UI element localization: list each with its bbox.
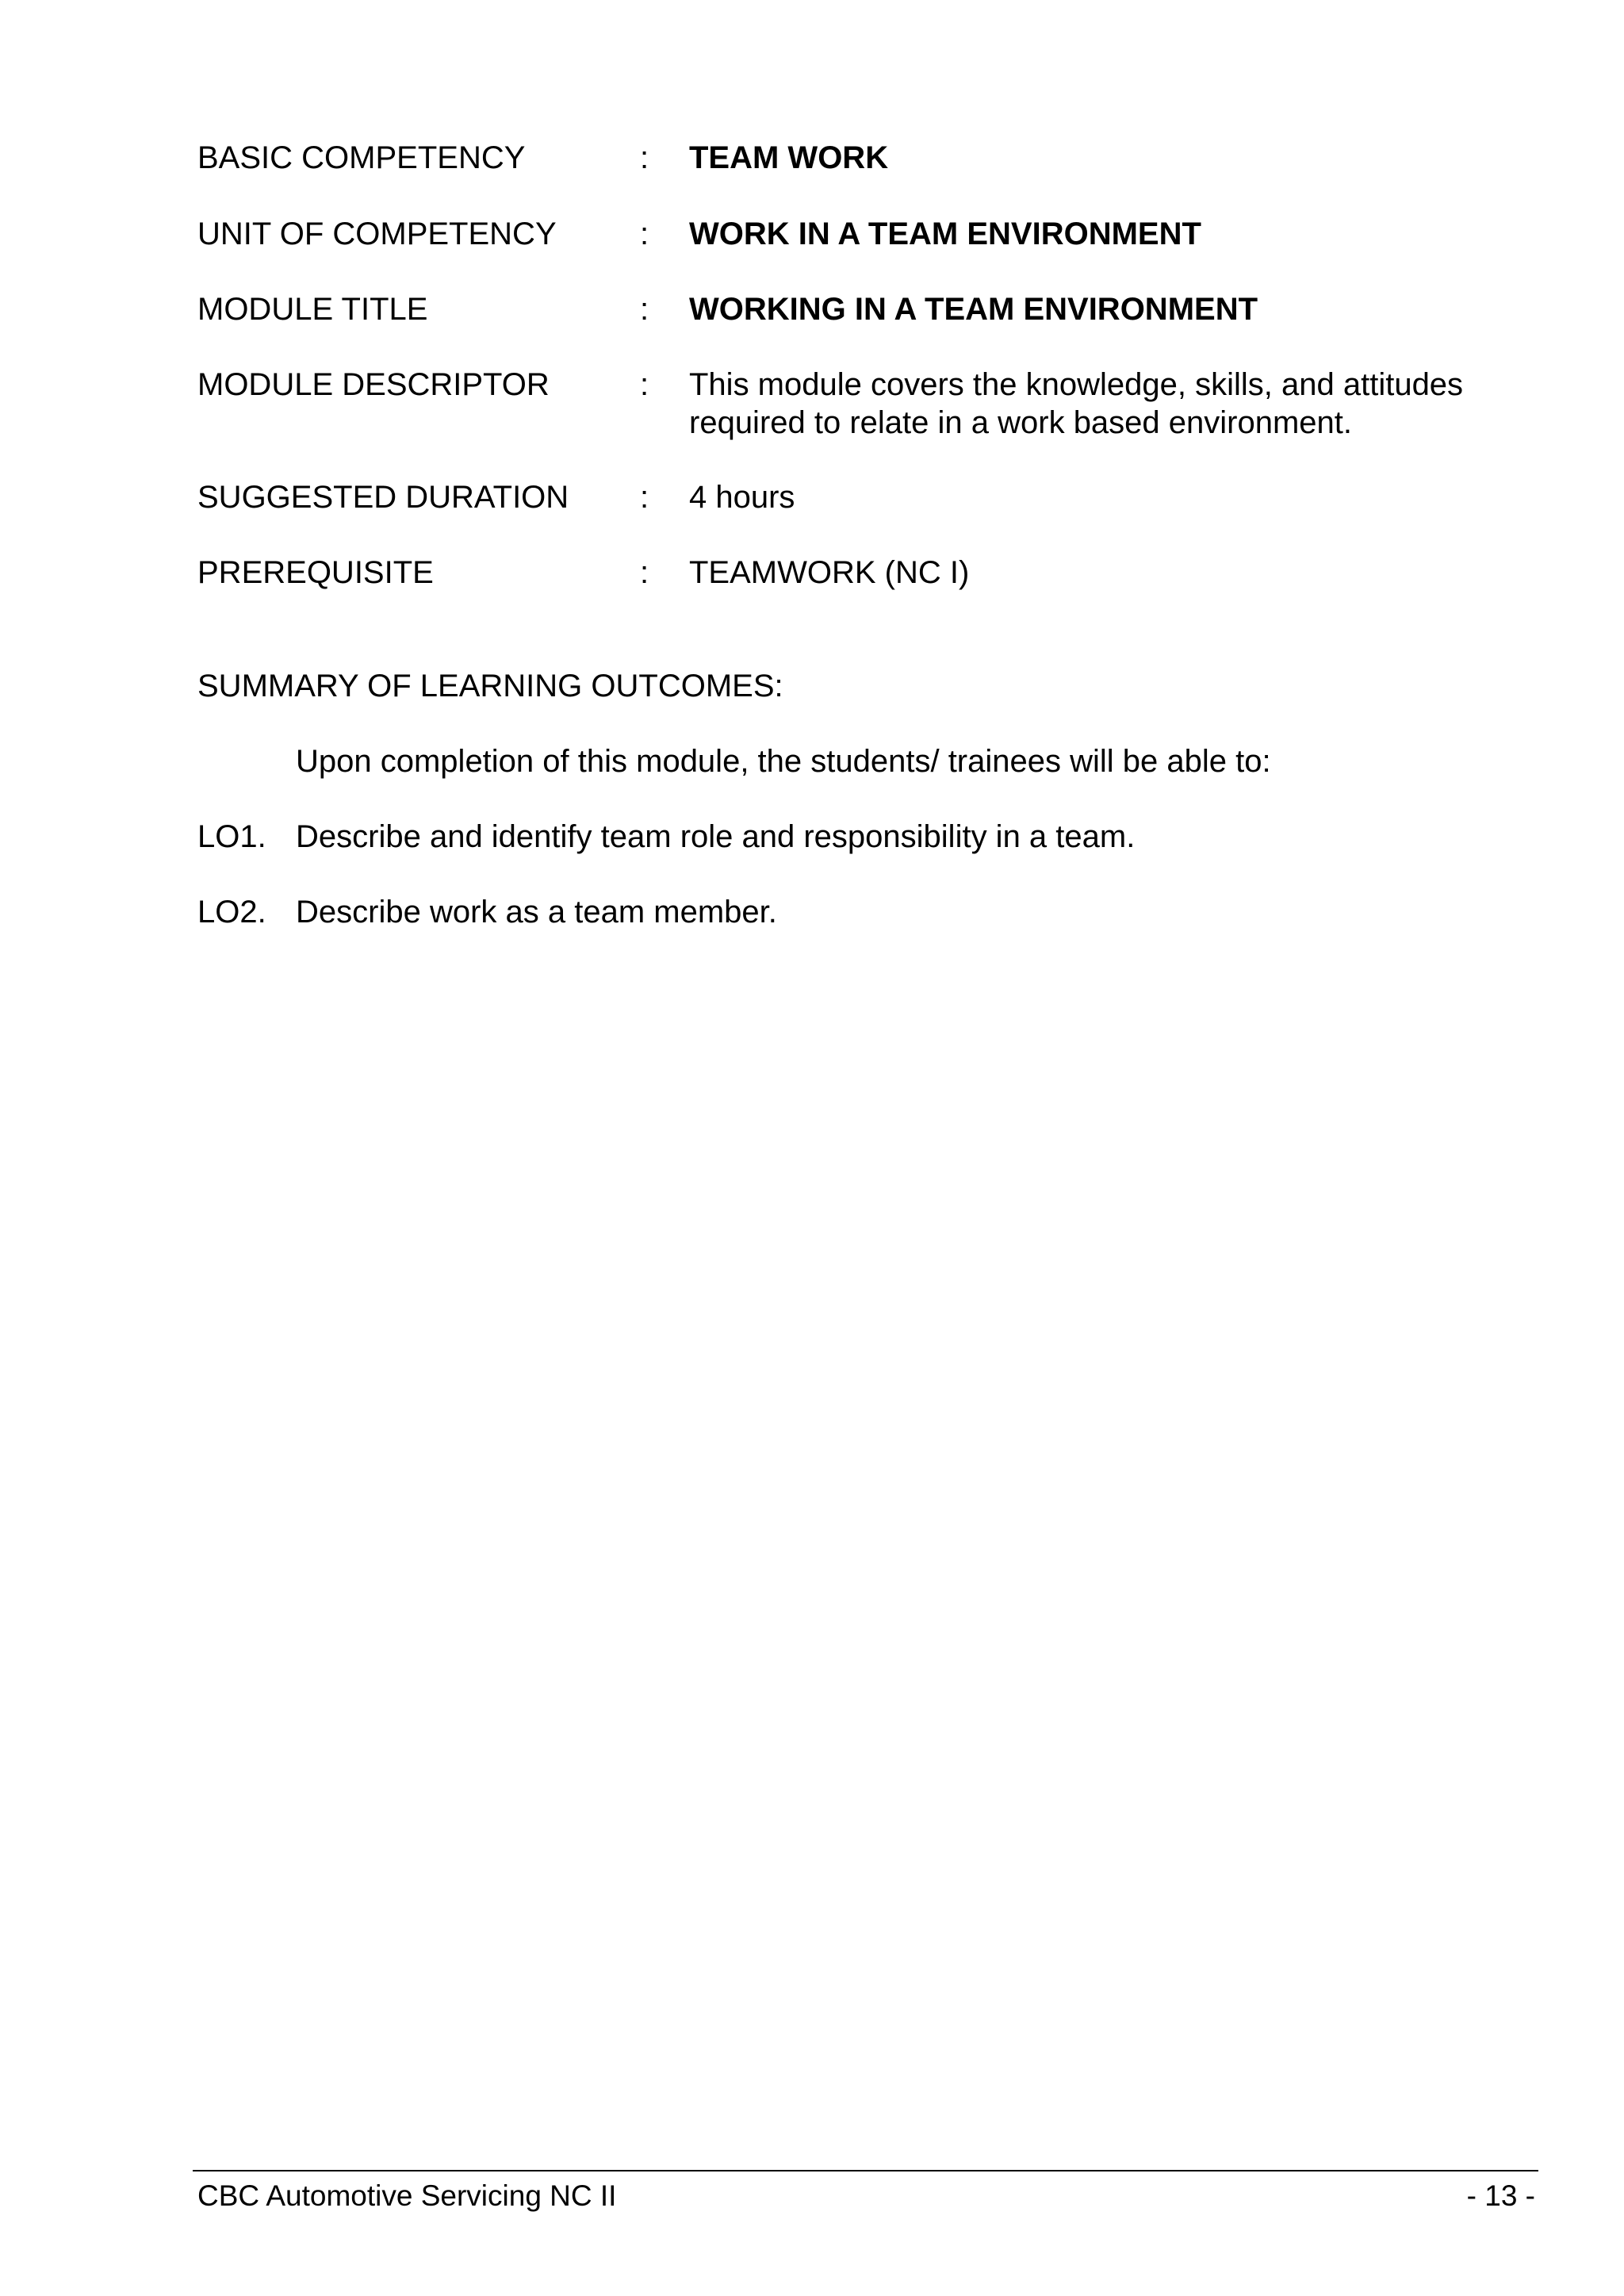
field-label: BASIC COMPETENCY: [197, 140, 526, 175]
field-colon: :: [640, 480, 649, 515]
field-label: MODULE DESCRIPTOR: [197, 367, 550, 402]
field-label: SUGGESTED DURATION: [197, 480, 569, 515]
summary-intro: Upon completion of this module, the students/ trainees will be able to:: [296, 744, 1271, 779]
field-label: UNIT OF COMPETENCY: [197, 217, 557, 251]
page-number: - 13 -: [1466, 2179, 1535, 2212]
field-value: TEAM WORK: [689, 140, 889, 175]
field-colon: :: [640, 555, 649, 590]
field-value: WORKING IN A TEAM ENVIRONMENT: [689, 292, 1258, 327]
field-value: WORK IN A TEAM ENVIRONMENT: [689, 217, 1201, 251]
field-value: TEAMWORK (NC I): [689, 555, 970, 590]
field-label: MODULE TITLE: [197, 292, 428, 327]
outcome-text: Describe work as a team member.: [296, 895, 777, 930]
field-value-line: required to relate in a work based environment.: [689, 405, 1353, 440]
outcome-code: LO2.: [197, 895, 266, 930]
outcome-text: Describe and identify team role and responsibility in a team.: [296, 819, 1136, 854]
footer-title: CBC Automotive Servicing NC II: [197, 2179, 617, 2212]
field-colon: :: [640, 292, 649, 327]
field-colon: :: [640, 217, 649, 251]
outcome-code: LO1.: [197, 819, 266, 854]
field-value: [689, 366, 1545, 442]
summary-heading: SUMMARY OF LEARNING OUTCOMES:: [197, 669, 783, 703]
footer-divider: [193, 2170, 1538, 2171]
field-value-line: This module covers the knowledge, skills, and attitudes: [689, 367, 1464, 402]
field-label: PREREQUISITE: [197, 555, 434, 590]
field-colon: :: [640, 367, 649, 402]
field-value: 4 hours: [689, 480, 795, 515]
field-colon: :: [640, 140, 649, 175]
